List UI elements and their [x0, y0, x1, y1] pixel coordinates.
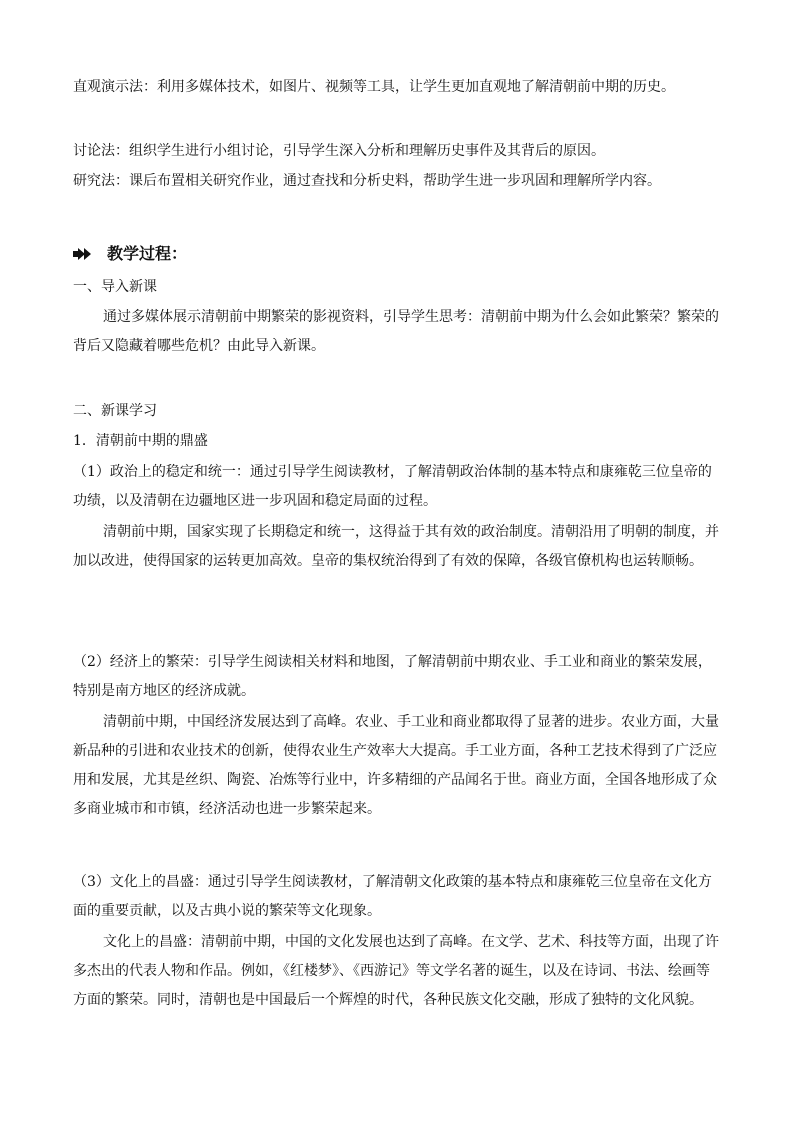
- subsection-title: 1．清朝前中期的鼎盛: [73, 433, 208, 449]
- culture-text: 文化上的昌盛：清朝前中期，中国的文化发展也达到了高峰。在文学、艺术、科技等方面，出现了许多杰出的代表人物和作品。例如，《红楼梦》、《西游记》等文学名著的诞生，以及在诗词、书法、绘画等方面的繁荣。同时，清朝也是中国最后一个辉煌的时代，各种民族文化交融，形成了独特的文化风貌。: [73, 934, 719, 1008]
- method-research: 研究法：课后布置相关研究作业，通过查找和分析史料，帮助学生进一步巩固和理解所学内容。: [73, 173, 661, 189]
- politics-intro: （1）政治上的稳定和统一：通过引导学生阅读教材，了解清朝政治体制的基本特点和康雍乾三位皇帝的功绩，以及清朝在边疆地区进一步巩固和稳定局面的过程。: [73, 464, 712, 509]
- section-heading-text: 教学过程：: [107, 244, 188, 263]
- section-heading: [73, 242, 187, 266]
- method-discussion: 讨论法：组织学生进行小组讨论，引导学生深入分析和理解历史事件及其背后的原因。: [73, 143, 605, 159]
- intro-title: 一、导入新课: [73, 279, 157, 295]
- intro-text: 通过多媒体展示清朝前中期繁荣的影视资料，引导学生思考：清朝前中期为什么会如此繁荣？繁荣的背后又隐藏着哪些危机？由此导入新课。: [73, 309, 719, 354]
- economy-intro: （2）经济上的繁荣：引导学生阅读相关材料和地图，了解清朝前中期农业、手工业和商业的繁荣发展，特别是南方地区的经济成就。: [73, 654, 712, 699]
- culture-intro: （3）文化上的昌盛：通过引导学生阅读教材，了解清朝文化政策的基本特点和康雍乾三位皇帝在文化方面的重要贡献，以及古典小说的繁荣等文化现象。: [73, 874, 712, 919]
- new-lesson-title: 二、新课学习: [73, 403, 157, 419]
- politics-text: 清朝前中期，国家实现了长期稳定和统一，这得益于其有效的政治制度。清朝沿用了明朝的制度，并加以改进，使得国家的运转更加高效。皇帝的集权统治得到了有效的保障，各级官僚机构也运转顺畅。: [73, 524, 719, 569]
- double-arrow-icon: [73, 248, 97, 260]
- method-intuitive: 直观演示法：利用多媒体技术，如图片、视频等工具，让学生更加直观地了解清朝前中期的历史。: [73, 79, 675, 95]
- economy-text: 清朝前中期，中国经济发展达到了高峰。农业、手工业和商业都取得了显著的进步。农业方面，大量新品种的引进和农业技术的创新，使得农业生产效率大大提高。手工业方面，各种工艺技术得到了广泛应用和发展，尤其是丝织、陶瓷、冶炼等行业中，许多精细的产品闻名于世。商业方面，全国各地形成了众多商业城市和市镇，经济活动也进一步繁荣起来。: [73, 714, 719, 817]
